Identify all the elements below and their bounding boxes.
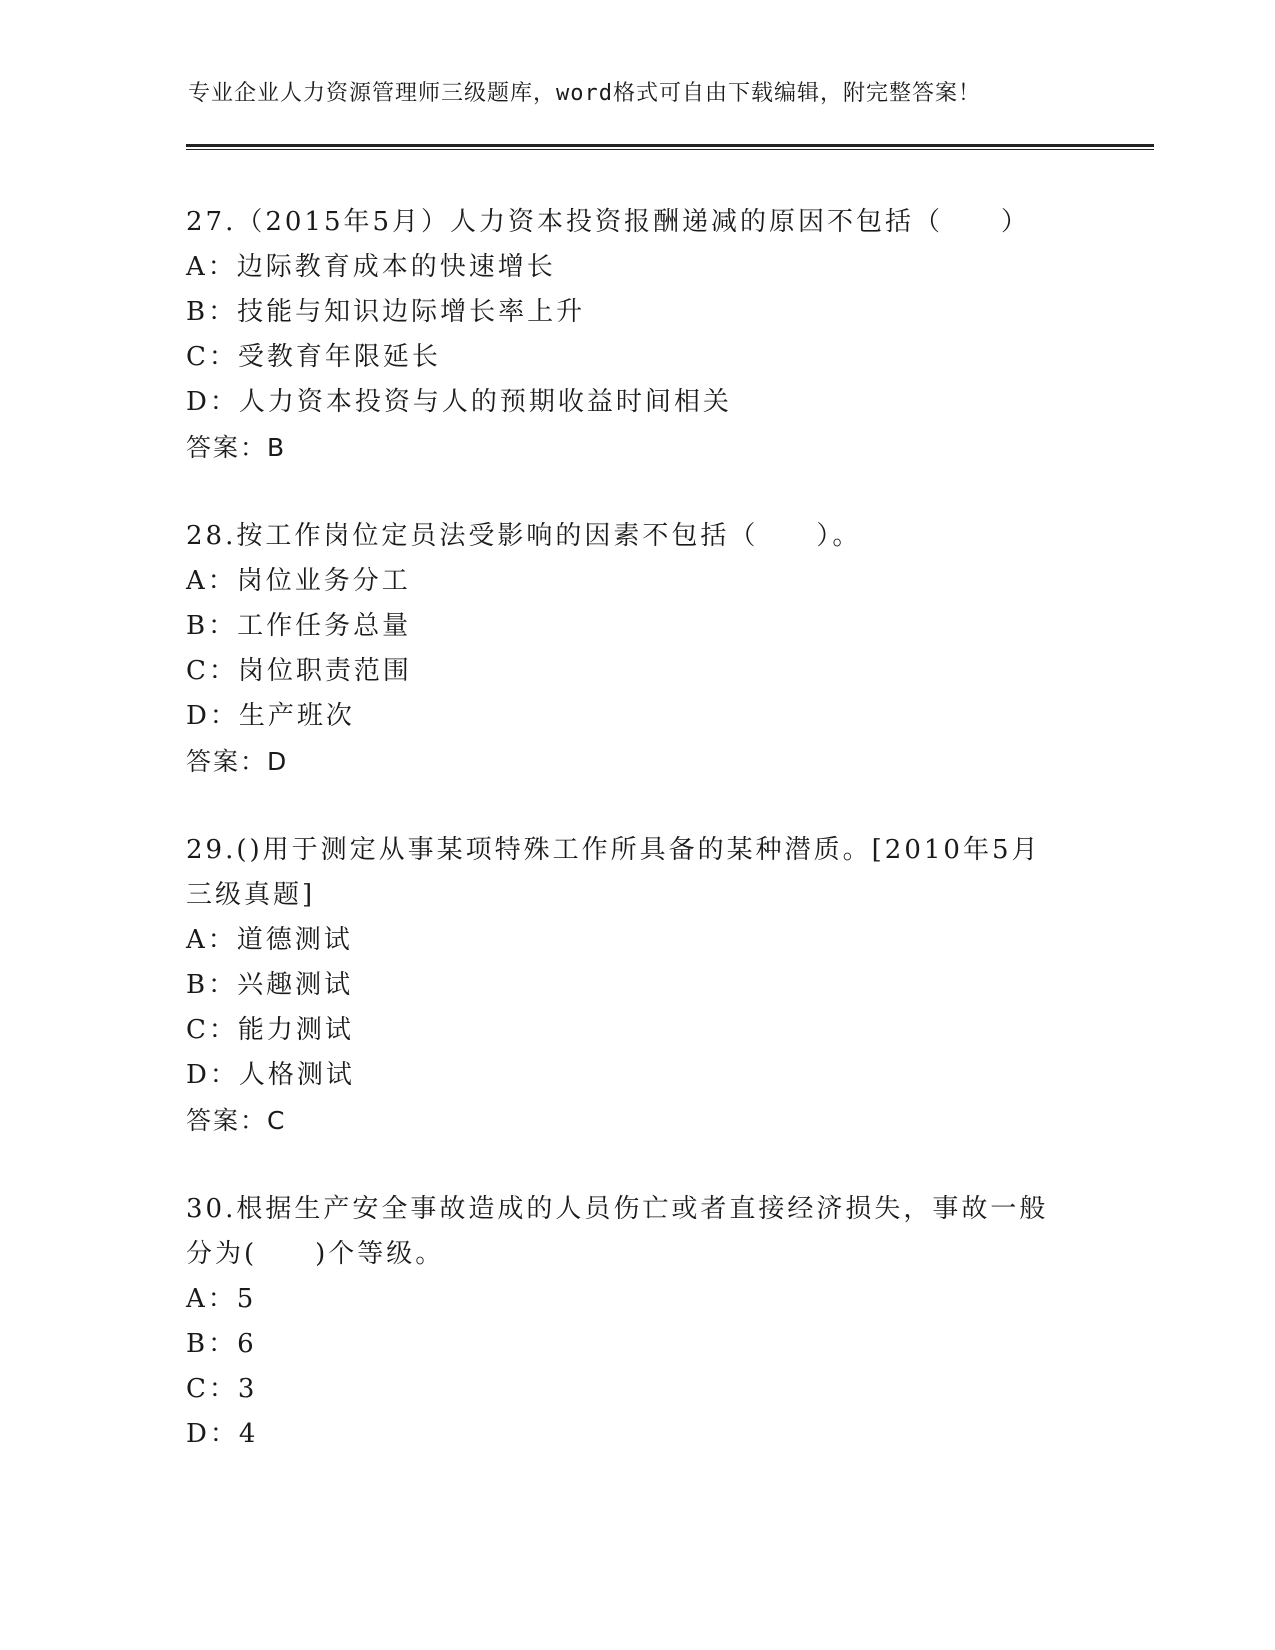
- answer: 答案：B: [186, 433, 287, 462]
- option-a: A：边际教育成本的快速增长: [186, 252, 556, 282]
- option-a: A：5: [186, 1284, 257, 1314]
- question-stem: 28.按工作岗位定员法受影响的因素不包括（ ）。: [186, 521, 862, 551]
- option-b: B：6: [186, 1329, 257, 1359]
- header-rule-thin: [186, 149, 1154, 150]
- option-c: C：受教育年限延长: [186, 342, 441, 372]
- option-d: D：人力资本投资与人的预期收益时间相关: [186, 387, 732, 417]
- option-a: A：道德测试: [186, 925, 353, 955]
- option-d: D：生产班次: [186, 701, 355, 731]
- option-b: B：兴趣测试: [186, 970, 354, 1000]
- option-d: D：4: [186, 1419, 259, 1449]
- option-b: B：工作任务总量: [186, 611, 412, 641]
- spacer: [186, 784, 1086, 828]
- option-a: A：岗位业务分工: [186, 566, 411, 596]
- option-c: C：3: [186, 1374, 258, 1404]
- answer: 答案：C: [186, 1106, 287, 1135]
- page-header: 专业企业人力资源管理师三级题库，word格式可自由下载编辑，附完整答案！: [188, 81, 981, 106]
- question-stem: 29.()用于测定从事某项特殊工作所具备的某种潜质。[2010年5月三级真题]: [186, 835, 1041, 910]
- question-stem: 27.（2015年5月）人力资本投资报酬递减的原因不包括（ ）: [186, 207, 1031, 237]
- option-d: D：人格测试: [186, 1060, 355, 1090]
- question-29: [186, 828, 1086, 1143]
- answer: 答案：D: [186, 747, 289, 776]
- question-28: [186, 514, 1086, 784]
- question-stem: 30.根据生产安全事故造成的人员伤亡或者直接经济损失，事故一般分为( )个等级。: [186, 1194, 1049, 1269]
- option-c: C：岗位职责范围: [186, 656, 412, 686]
- question-list: [186, 200, 1086, 1457]
- option-c: C：能力测试: [186, 1015, 354, 1045]
- question-30: [186, 1187, 1086, 1457]
- option-b: B：技能与知识边际增长率上升: [186, 297, 586, 327]
- header-rule-thick: [186, 144, 1154, 147]
- spacer: [186, 470, 1086, 514]
- spacer: [186, 1143, 1086, 1187]
- question-27: [186, 200, 1086, 470]
